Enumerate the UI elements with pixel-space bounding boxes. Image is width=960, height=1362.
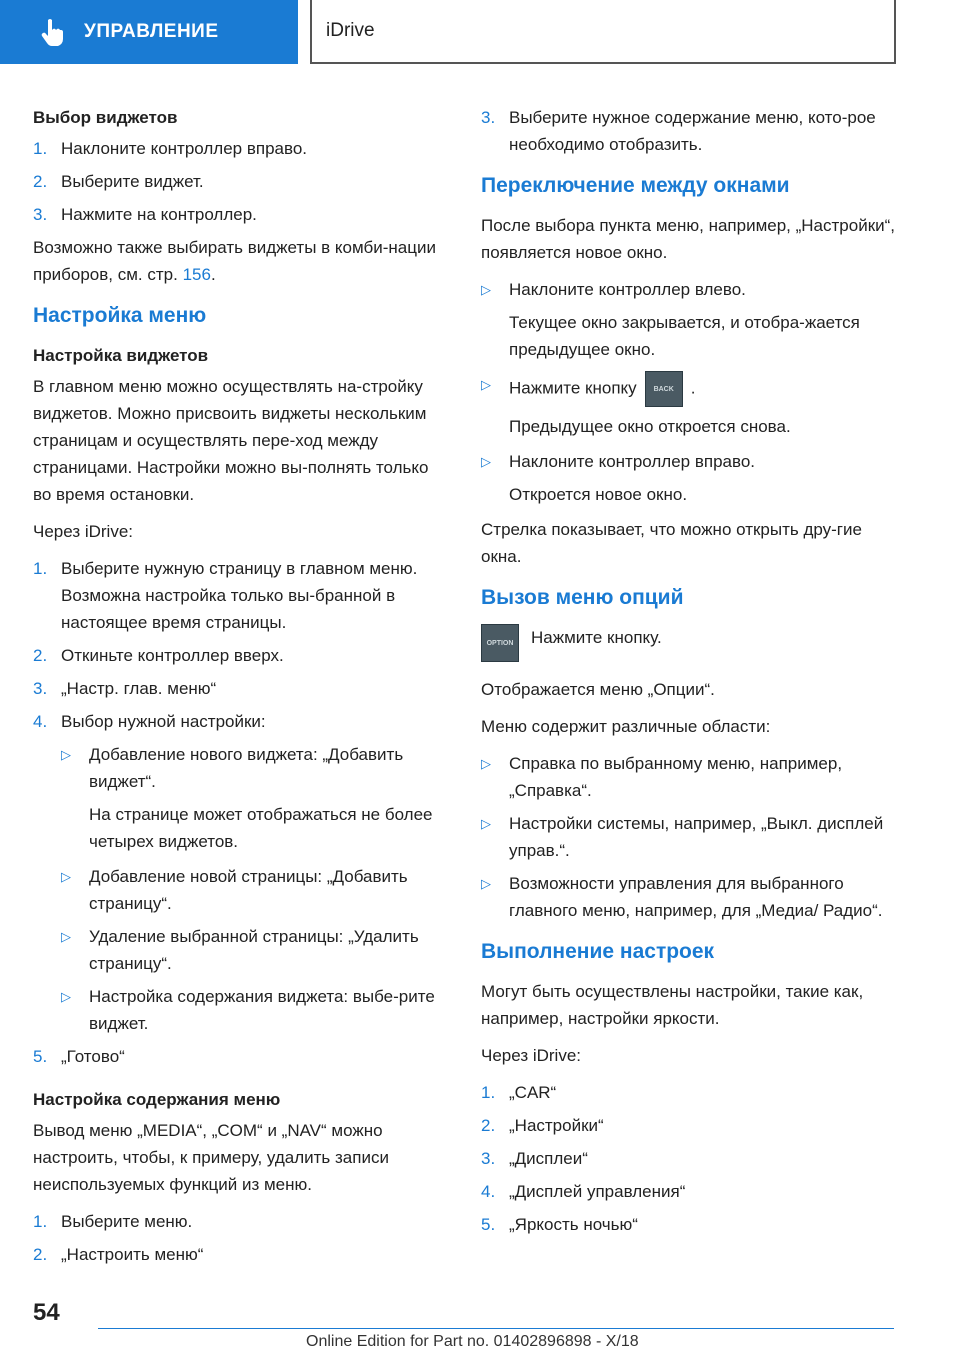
via-idrive-label: Через iDrive: (481, 1046, 582, 1065)
options-shown: Отображается меню „Опции“. (481, 680, 715, 699)
list-item: 1. „CAR“ (481, 1083, 557, 1102)
option-press-row (481, 624, 901, 662)
options-press-text: Нажмите кнопку. (531, 628, 662, 647)
triangle-bullet-icon: ▷ (61, 747, 71, 762)
subsection-title: iDrive (326, 20, 375, 41)
triangle-bullet-icon: ▷ (481, 756, 491, 771)
list-item: 1. Наклоните контроллер вправо. (33, 139, 308, 158)
list-item: 2. „Настроить меню“ (33, 1245, 204, 1264)
content-heading: Настройка содержания меню (33, 1090, 281, 1109)
note: Текущее окно закрывается, и отобра-жается предыдущее окно. (509, 313, 860, 359)
list-item: 2. Выберите виджет. (33, 172, 204, 191)
list-item: 5. „Яркость ночью“ (481, 1215, 638, 1234)
content-text: Вывод меню „MEDIA“, „COM“ и „NAV“ можно настроить, чтобы, к примеру, удалить записи неиспользуемых функций из меню. (33, 1121, 389, 1194)
list-item: ▷ Наклоните контроллер влево. (481, 276, 901, 303)
list-item: ▷ Справка по выбранному меню, например, „Справка“. (481, 750, 901, 804)
section-title: УПРАВЛЕНИЕ (84, 21, 219, 42)
list-item: ▷ Наклоните контроллер вправо. (481, 448, 901, 475)
triangle-bullet-icon: ▷ (481, 377, 491, 392)
widget-options-list (33, 741, 448, 1037)
perform-text: Могут быть осуществлены настройки, такие как, например, настройки яркости. (481, 982, 864, 1028)
option-button-icon: OPTION (481, 624, 519, 662)
list-item: ▷ Добавление новой страницы: „Добавить страницу“. (61, 863, 448, 917)
footer-edition: Online Edition for Part no. 01402896898 - X/18 (306, 1333, 639, 1350)
subsection-box (310, 0, 896, 64)
page-link[interactable]: 156 (182, 265, 211, 284)
triangle-bullet-icon: ▷ (481, 876, 491, 891)
arrow-text: Стрелка показывает, что можно открыть дру-гие окна. (481, 520, 862, 566)
perform-title: Выполнение настроек (481, 940, 715, 963)
footer-divider (98, 1328, 894, 1329)
list-item: 5. „Готово“ (33, 1047, 125, 1066)
list-item: 1. Выберите меню. (33, 1212, 193, 1231)
right-column (481, 104, 901, 1244)
menu-settings-title: Настройка меню (33, 304, 207, 327)
list-item: ▷ Настройки системы, например, „Выкл. дисплей управ.“. (481, 810, 901, 864)
via-idrive-label: Через iDrive: (33, 522, 134, 541)
triangle-bullet-icon: ▷ (61, 869, 71, 884)
triangle-bullet-icon: ▷ (481, 282, 491, 297)
hand-pointer-icon (36, 16, 68, 48)
list-item: 3. „Настр. глав. меню“ (33, 679, 217, 698)
list-item: 2. „Настройки“ (481, 1116, 604, 1135)
page-header (0, 0, 960, 66)
list-item: 3. Выберите нужное содержание меню, кото-рое необходимо отобразить. (481, 108, 876, 154)
switch-title: Переключение между окнами (481, 174, 790, 197)
switch-text: После выбора пункта меню, например, „Настройки“, появляется новое окно. (481, 216, 896, 262)
widget-settings-heading: Настройка виджетов (33, 346, 209, 365)
list-item: ▷ Нажмите кнопку BACK . (481, 371, 901, 407)
list-item: ▷ Настройка содержания виджета: выбе-рите виджет. (61, 983, 448, 1037)
options-title: Вызов меню опций (481, 586, 684, 609)
left-column (33, 104, 448, 1274)
list-item: 2. Откиньте контроллер вверх. (33, 646, 284, 665)
page-number: 54 (33, 1299, 60, 1326)
list-item: 3. „Дисплеи“ (481, 1149, 588, 1168)
note: На странице может отображаться не более четырех виджетов. (89, 805, 433, 851)
triangle-bullet-icon: ▷ (481, 454, 491, 469)
note: Предыдущее окно откроется снова. (509, 417, 791, 436)
section-tab (0, 0, 298, 64)
list-item: ▷ Добавление нового виджета: „Добавить виджет“. (61, 741, 448, 795)
options-contains: Меню содержит различные области: (481, 717, 771, 736)
list-item: 4. Выбор нужной настройки: (33, 712, 266, 731)
list-item: ▷ Удаление выбранной страницы: „Удалить страницу“. (61, 923, 448, 977)
widget-settings-text: В главном меню можно осуществлять на-стройку виджетов. Можно присвоить виджеты нескольким страницам и осуществлять пере-ход между страницами. Настройки можно вы-полнять только во время остановки. (33, 377, 429, 504)
list-item: 4. „Дисплей управления“ (481, 1182, 686, 1201)
select-widget-heading: Выбор виджетов (33, 108, 178, 127)
list-item: 3. Нажмите на контроллер. (33, 205, 257, 224)
list-item: 1. Выберите нужную страницу в главном меню. Возможна настройка только вы-бранной в настоящее время страницы. (33, 559, 418, 632)
back-button-icon: BACK (645, 371, 683, 407)
triangle-bullet-icon: ▷ (481, 816, 491, 831)
note: Откроется новое окно. (509, 485, 688, 504)
list-item: ▷ Возможности управления для выбранного главного меню, например, для „Медиа/ Радио“. (481, 870, 901, 924)
triangle-bullet-icon: ▷ (61, 989, 71, 1004)
triangle-bullet-icon: ▷ (61, 929, 71, 944)
combo-paragraph: Возможно также выбирать виджеты в комби-нации приборов, см. стр. 156. (33, 238, 436, 284)
